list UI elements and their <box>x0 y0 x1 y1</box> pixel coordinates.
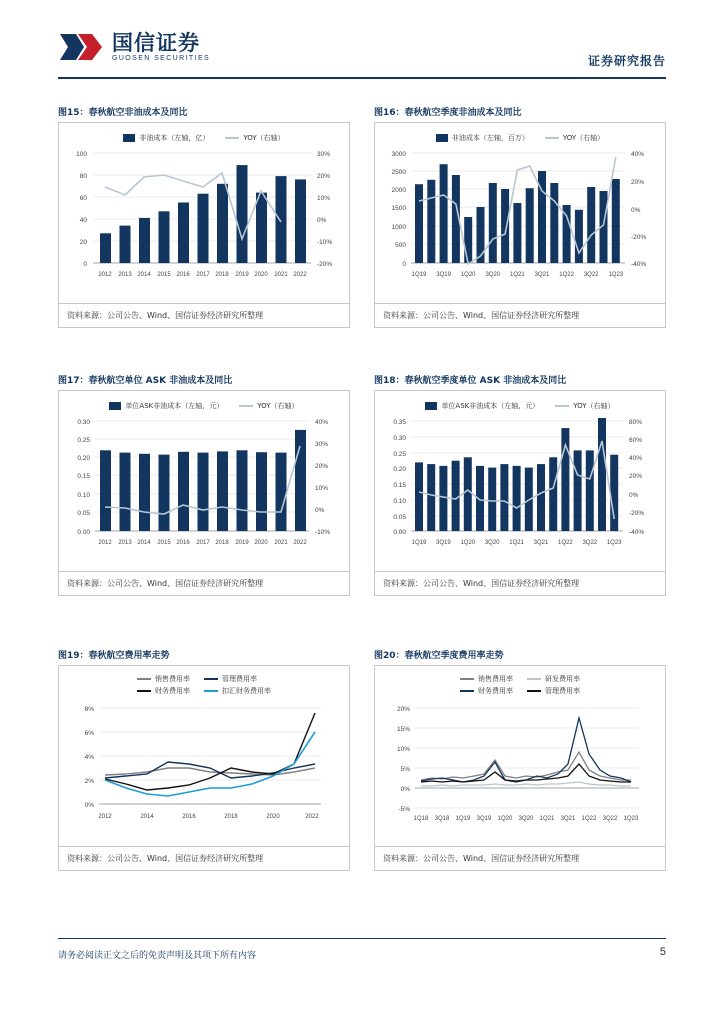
legend-label: 扣汇财务费用率 <box>222 687 271 695</box>
svg-text:80: 80 <box>79 173 87 180</box>
figure-20-plot <box>375 696 665 836</box>
svg-text:0.00: 0.00 <box>77 529 90 536</box>
figure-19-box <box>58 665 350 871</box>
svg-text:0.30: 0.30 <box>393 435 406 442</box>
legend-item-bar <box>425 401 539 411</box>
svg-text:10%: 10% <box>315 485 329 492</box>
svg-text:3Q20: 3Q20 <box>518 816 534 822</box>
svg-text:2500: 2500 <box>391 169 406 176</box>
svg-text:2014: 2014 <box>137 272 151 278</box>
legend-bar-swatch-icon <box>436 134 448 142</box>
svg-text:2019: 2019 <box>235 272 249 278</box>
svg-text:3Q19: 3Q19 <box>436 540 451 546</box>
svg-text:100: 100 <box>76 151 87 158</box>
svg-text:3000: 3000 <box>391 151 406 158</box>
svg-text:0%: 0% <box>317 217 327 224</box>
svg-text:40: 40 <box>79 217 87 224</box>
figure-18-chart <box>375 391 665 571</box>
svg-text:2013: 2013 <box>118 540 132 546</box>
svg-text:10%: 10% <box>317 195 331 202</box>
legend-line-swatch-icon <box>204 678 218 680</box>
figure-15-legend <box>59 123 349 143</box>
legend-item-finance <box>460 686 513 696</box>
legend-label: 财务费用率 <box>155 687 190 695</box>
svg-text:40%: 40% <box>629 455 643 462</box>
svg-text:2000: 2000 <box>391 187 406 194</box>
figure-17-chart <box>59 391 349 571</box>
svg-text:2016: 2016 <box>182 814 196 820</box>
svg-text:0.20: 0.20 <box>77 455 90 462</box>
svg-text:2012: 2012 <box>98 814 112 820</box>
figure-19-source: 资料来源：公司公告、Wind、国信证券经济研究所整理 <box>59 846 349 870</box>
svg-text:40%: 40% <box>631 151 645 158</box>
svg-text:3Q19: 3Q19 <box>476 816 492 822</box>
figure-16-source: 资料来源：公司公告、Wind、国信证券经济研究所整理 <box>375 303 665 327</box>
svg-text:6%: 6% <box>84 730 94 737</box>
legend-item-line <box>555 401 614 411</box>
svg-text:2012: 2012 <box>98 272 112 278</box>
legend-label: 非油成本（左轴，亿） <box>139 134 210 142</box>
legend-line-swatch-icon <box>204 690 218 692</box>
svg-text:8%: 8% <box>84 706 94 713</box>
figure-16-legend <box>375 123 665 143</box>
legend-item-rd <box>527 674 580 684</box>
svg-text:4%: 4% <box>84 754 94 761</box>
legend-line-swatch-icon <box>137 678 151 680</box>
legend-label: YOY（右轴） <box>573 402 615 410</box>
svg-text:-20%: -20% <box>631 234 647 241</box>
figure-16 <box>374 105 666 328</box>
brand-logo <box>58 30 210 64</box>
svg-text:20%: 20% <box>315 463 329 470</box>
figure-19-chart <box>59 666 349 846</box>
svg-text:1Q18: 1Q18 <box>413 816 429 822</box>
header-divider <box>58 77 666 79</box>
figure-16-plot <box>375 143 665 291</box>
svg-text:5%: 5% <box>400 766 410 773</box>
figure-18-source: 资料来源：公司公告、Wind、国信证券经济研究所整理 <box>375 571 665 595</box>
legend-line-swatch-icon <box>225 137 239 139</box>
svg-text:0.10: 0.10 <box>77 492 90 499</box>
svg-text:1Q21: 1Q21 <box>539 816 555 822</box>
svg-text:2016: 2016 <box>176 272 190 278</box>
svg-text:1Q23: 1Q23 <box>606 540 622 546</box>
figure-20-title: 图20：春秋航空季度费用率走势 <box>374 651 504 661</box>
legend-bar-swatch-icon <box>425 402 437 410</box>
legend-item-bar <box>123 133 209 143</box>
svg-text:1Q20: 1Q20 <box>497 816 513 822</box>
svg-text:0.10: 0.10 <box>393 498 406 505</box>
svg-text:2020: 2020 <box>254 540 268 546</box>
svg-text:2020: 2020 <box>266 814 280 820</box>
legend-item-bar <box>109 401 223 411</box>
page-header <box>58 30 666 88</box>
legend-item-admin <box>527 686 580 696</box>
figure-20 <box>374 648 666 871</box>
legend-bar-swatch-icon <box>109 402 121 410</box>
legend-item-finance-ex-fx <box>204 686 271 696</box>
legend-item-finance <box>137 686 190 696</box>
legend-line-swatch-icon <box>137 690 151 692</box>
legend-line-swatch-icon <box>239 405 253 407</box>
svg-text:1Q22: 1Q22 <box>558 540 573 546</box>
svg-text:1500: 1500 <box>391 205 406 212</box>
svg-text:2020: 2020 <box>254 272 268 278</box>
svg-text:0.15: 0.15 <box>393 482 406 489</box>
svg-text:2022: 2022 <box>293 272 307 278</box>
legend-label: 管理费用率 <box>222 675 257 683</box>
svg-text:3Q19: 3Q19 <box>436 272 451 278</box>
figure-17-title: 图17：春秋航空单位 ASK 非油成本及同比 <box>58 376 233 386</box>
svg-text:0.05: 0.05 <box>77 510 90 517</box>
svg-text:2016: 2016 <box>176 540 190 546</box>
legend-bar-swatch-icon <box>123 134 135 142</box>
svg-text:1Q21: 1Q21 <box>510 272 525 278</box>
svg-text:3Q21: 3Q21 <box>534 272 550 278</box>
svg-text:0.20: 0.20 <box>393 466 406 473</box>
svg-text:2019: 2019 <box>235 540 249 546</box>
svg-text:3Q18: 3Q18 <box>434 816 450 822</box>
svg-text:1Q23: 1Q23 <box>623 816 639 822</box>
legend-item-sales <box>137 674 190 684</box>
svg-text:1Q19: 1Q19 <box>455 816 471 822</box>
svg-text:2014: 2014 <box>140 814 154 820</box>
svg-text:2018: 2018 <box>215 540 229 546</box>
svg-text:0.00: 0.00 <box>393 529 406 536</box>
figure-17-source: 资料来源：公司公告、Wind、国信证券经济研究所整理 <box>59 571 349 595</box>
svg-text:-5%: -5% <box>398 806 410 813</box>
svg-text:60%: 60% <box>629 437 643 444</box>
legend-item-admin <box>204 674 271 684</box>
svg-text:2021: 2021 <box>274 272 288 278</box>
figure-20-chart <box>375 666 665 846</box>
figure-15 <box>58 105 350 328</box>
svg-text:3Q22: 3Q22 <box>602 816 618 822</box>
legend-line-swatch-icon <box>555 405 569 407</box>
figure-16-chart <box>375 123 665 303</box>
legend-label: YOY（右轴） <box>562 134 605 142</box>
legend-item-line <box>545 133 604 143</box>
legend-label: 单位ASK非油成本（左轴，元） <box>441 402 540 410</box>
svg-text:60: 60 <box>79 195 87 202</box>
svg-text:-10%: -10% <box>315 529 331 536</box>
svg-text:0.35: 0.35 <box>393 419 406 426</box>
figure-20-source: 资料来源：公司公告、Wind、国信证券经济研究所整理 <box>375 846 665 870</box>
svg-text:2022: 2022 <box>293 540 307 546</box>
svg-text:20%: 20% <box>396 706 410 713</box>
svg-text:1Q21: 1Q21 <box>509 540 524 546</box>
figure-15-box <box>58 122 350 328</box>
figure-16-title: 图16：春秋航空季度非油成本及同比 <box>374 108 522 118</box>
figure-18-title: 图18：春秋航空季度单位 ASK 非油成本及同比 <box>374 376 567 386</box>
figure-18-box <box>374 390 666 596</box>
svg-text:40%: 40% <box>315 419 329 426</box>
svg-text:1Q20: 1Q20 <box>460 272 476 278</box>
svg-text:0%: 0% <box>315 507 325 514</box>
svg-text:1Q19: 1Q19 <box>411 540 427 546</box>
figure-19-title: 图19：春秋航空费用率走势 <box>58 651 170 661</box>
svg-text:0%: 0% <box>629 492 639 499</box>
legend-label: 销售费用率 <box>478 675 513 683</box>
svg-text:2017: 2017 <box>196 540 210 546</box>
figure-19-plot <box>59 696 349 836</box>
figure-18-plot <box>375 411 665 559</box>
svg-text:2014: 2014 <box>137 540 151 546</box>
svg-text:0.25: 0.25 <box>77 437 90 444</box>
figure-15-title: 图15：春秋航空非油成本及同比 <box>58 108 188 118</box>
logo-text-en: GUOSEN SECURITIES <box>112 54 211 62</box>
figure-18 <box>374 373 666 596</box>
guosen-logo-icon <box>58 30 104 64</box>
svg-text:3Q20: 3Q20 <box>484 540 500 546</box>
legend-label: 管理费用率 <box>545 687 580 695</box>
svg-text:10%: 10% <box>396 746 410 753</box>
svg-text:20%: 20% <box>631 179 645 186</box>
page-number: 5 <box>659 946 666 958</box>
svg-text:3Q22: 3Q22 <box>582 540 598 546</box>
legend-label: 非油成本（左轴，百万） <box>451 134 529 142</box>
svg-text:20%: 20% <box>629 473 643 480</box>
svg-text:2018: 2018 <box>224 814 238 820</box>
svg-text:0: 0 <box>402 261 406 268</box>
svg-text:-20%: -20% <box>317 261 333 268</box>
svg-text:2018: 2018 <box>215 272 229 278</box>
svg-text:0%: 0% <box>631 207 641 214</box>
svg-text:2015: 2015 <box>157 272 171 278</box>
svg-text:-10%: -10% <box>317 239 333 246</box>
figure-15-plot <box>59 143 349 291</box>
svg-text:0.05: 0.05 <box>393 514 406 521</box>
svg-text:0.30: 0.30 <box>77 419 90 426</box>
figure-20-box <box>374 665 666 871</box>
svg-text:80%: 80% <box>629 419 643 426</box>
figure-18-legend <box>375 391 665 411</box>
legend-line-swatch-icon <box>460 678 474 680</box>
figure-20-legend <box>375 666 665 696</box>
svg-text:3Q21: 3Q21 <box>560 816 576 822</box>
svg-text:2015: 2015 <box>157 540 171 546</box>
svg-text:1Q19: 1Q19 <box>411 272 427 278</box>
svg-text:0%: 0% <box>400 786 410 793</box>
svg-text:0: 0 <box>83 261 87 268</box>
figure-17-legend <box>59 391 349 411</box>
legend-label: 财务费用率 <box>478 687 513 695</box>
svg-text:500: 500 <box>395 242 406 249</box>
svg-text:20: 20 <box>79 239 87 246</box>
svg-text:30%: 30% <box>317 151 331 158</box>
svg-text:20%: 20% <box>317 173 331 180</box>
figure-16-box <box>374 122 666 328</box>
legend-label: 销售费用率 <box>155 675 190 683</box>
figure-17-plot <box>59 411 349 559</box>
figure-19 <box>58 648 350 871</box>
legend-label: 单位ASK非油成本（左轴，元） <box>125 402 224 410</box>
figure-17 <box>58 373 350 596</box>
svg-text:3Q21: 3Q21 <box>533 540 549 546</box>
legend-label: YOY（右轴） <box>243 134 285 142</box>
legend-line-swatch-icon <box>460 690 474 692</box>
svg-text:-40%: -40% <box>631 261 647 268</box>
svg-text:2022: 2022 <box>305 814 319 820</box>
header-right-label: 证券研究报告 <box>587 54 666 68</box>
legend-label: 研发费用率 <box>545 675 580 683</box>
svg-text:-20%: -20% <box>629 510 645 517</box>
svg-text:0%: 0% <box>84 802 94 809</box>
legend-line-swatch-icon <box>527 690 541 692</box>
svg-text:2017: 2017 <box>196 272 210 278</box>
svg-text:15%: 15% <box>396 726 410 733</box>
svg-text:3Q20: 3Q20 <box>485 272 501 278</box>
legend-line-swatch-icon <box>527 678 541 680</box>
legend-item-bar <box>436 133 529 143</box>
svg-text:2012: 2012 <box>98 540 112 546</box>
svg-text:2%: 2% <box>84 778 94 785</box>
legend-item-line <box>239 401 298 411</box>
logo-text-cn: 国信证券 <box>112 30 200 55</box>
svg-text:1Q20: 1Q20 <box>460 540 476 546</box>
svg-text:30%: 30% <box>315 441 329 448</box>
footer-disclaimer: 请务必阅读正文之后的免责声明及其项下所有内容 <box>58 951 257 961</box>
svg-text:0.15: 0.15 <box>77 473 90 480</box>
svg-text:1Q22: 1Q22 <box>559 272 574 278</box>
svg-text:1Q22: 1Q22 <box>581 816 597 822</box>
figure-19-legend <box>59 666 349 696</box>
svg-text:1000: 1000 <box>391 224 406 231</box>
svg-text:0.25: 0.25 <box>393 451 406 458</box>
legend-item-sales <box>460 674 513 684</box>
svg-text:-40%: -40% <box>629 529 645 536</box>
svg-text:2021: 2021 <box>274 540 288 546</box>
figure-15-source: 资料来源：公司公告、Wind、国信证券经济研究所整理 <box>59 303 349 327</box>
figure-17-box <box>58 390 350 596</box>
footer-divider <box>58 938 666 939</box>
figure-15-chart <box>59 123 349 303</box>
legend-line-swatch-icon <box>545 137 559 139</box>
svg-text:2013: 2013 <box>118 272 132 278</box>
legend-label: YOY（右轴） <box>257 402 299 410</box>
legend-item-line <box>225 133 284 143</box>
svg-text:1Q23: 1Q23 <box>608 272 624 278</box>
svg-text:3Q22: 3Q22 <box>583 272 599 278</box>
